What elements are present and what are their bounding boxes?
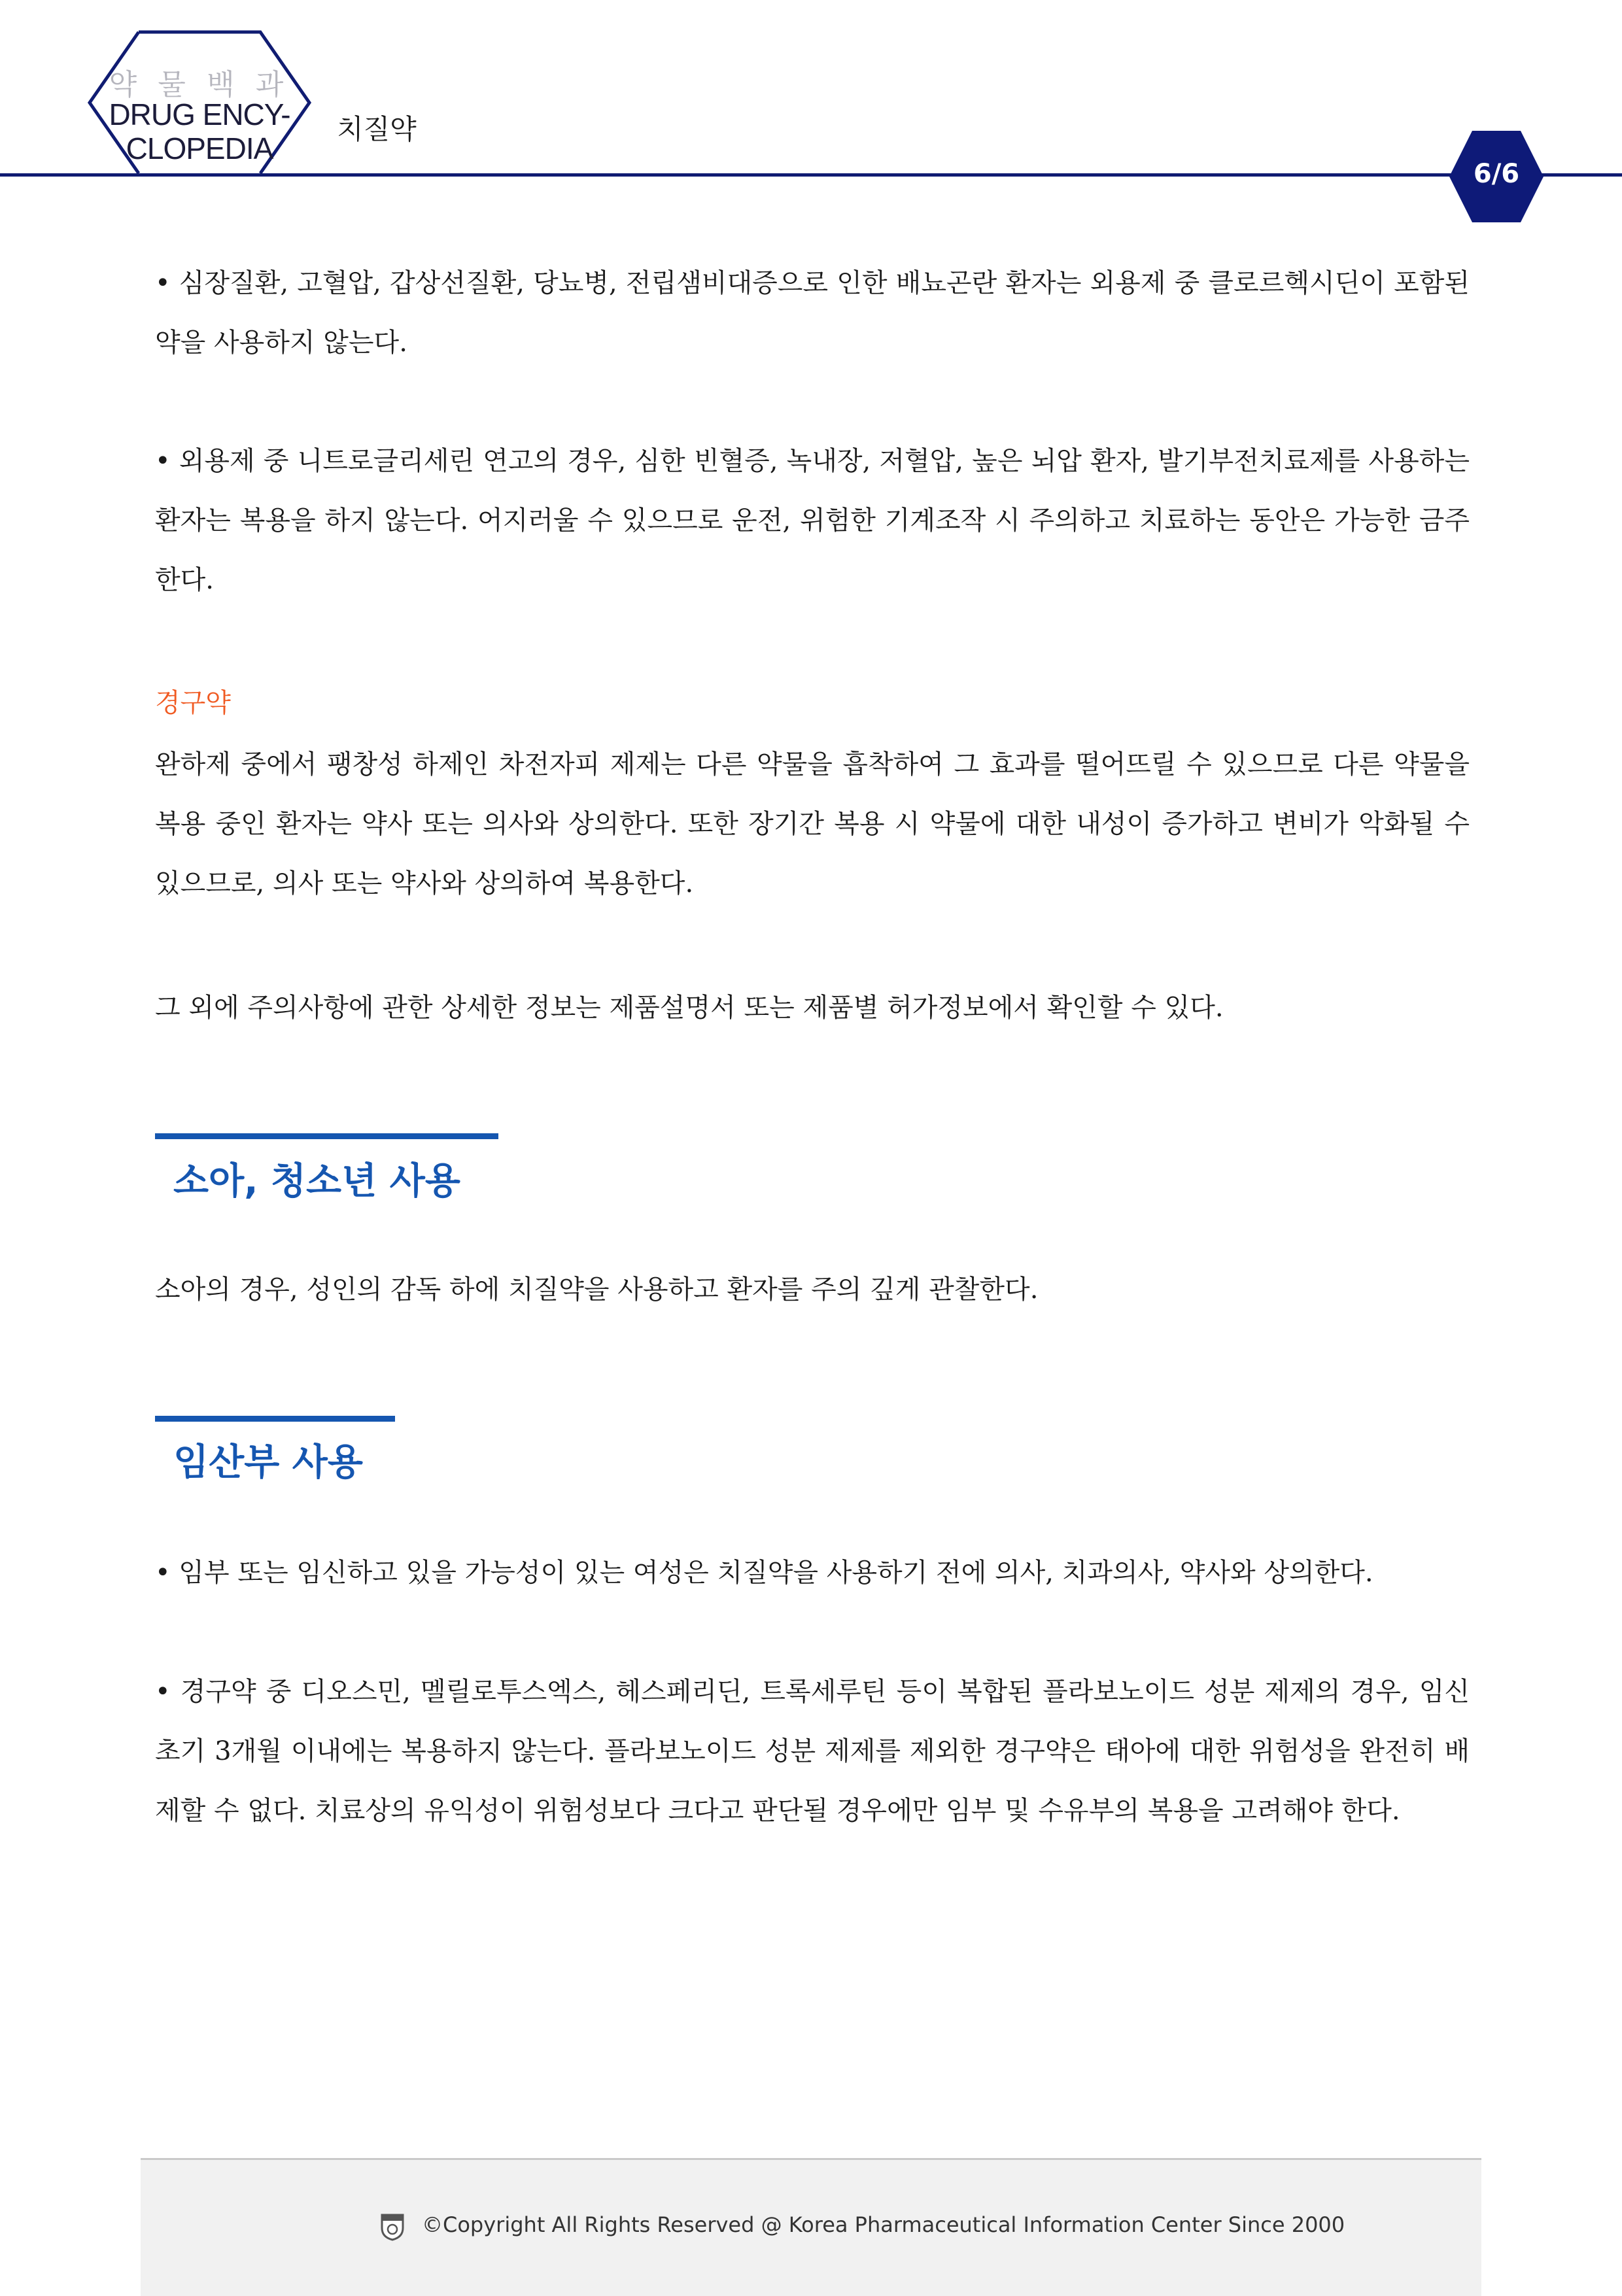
footer — [141, 2158, 1481, 2296]
paragraph-pregnancy-consult: • 임부 또는 임신하고 있을 가능성이 있는 여성은 치질약을 사용하기 전에 의사, 치과의사, 약사와 상의한다. — [155, 1558, 1373, 1588]
copyright-text: ©Copyright All Rights Reserved @ Korea Pharmaceutical Information Center Since 2000 — [422, 2212, 1345, 2237]
paragraph-flavonoid-warning: • 경구약 중 디오스민, 멜릴로투스엑스, 헤스페리딘, 트록세루틴 등이 복합된 플라보노이드 성분 제제의 경우, 임신 초기 3개월 이내에는 복용하지 않는다. 플라보노이드 성분 제제를 제외한 경구약은 태아에 대한 위험성을 완전히 배제할 수 없다. 치료상의 유익성이 위험성보다 크다고 판단될 경우에만 임부 및 수유부의 복용을 고려해야 한다. — [155, 1677, 1470, 1826]
paragraph-more-info: 그 외에 주의사항에 관한 상세한 정보는 제품설명서 또는 제품별 허가정보에서 확인할 수 있다. — [155, 993, 1224, 1023]
page-number-badge — [1447, 129, 1545, 224]
page-indicator: 6/6 — [1473, 159, 1520, 189]
section-heading-children: 소아, 청소년 사용 — [173, 1160, 460, 1203]
logo-english-line1: DRUG ENCY- — [109, 97, 290, 131]
logo-english-line2: CLOPEDIA — [126, 131, 273, 165]
logo-korean-text: 약 물 백 과 — [109, 69, 290, 101]
header-divider — [0, 173, 1622, 177]
paragraph-nitroglycerin-warning: • 외용제 중 니트로글리세린 연고의 경우, 심한 빈혈증, 녹내장, 저혈압, 높은 뇌압 환자, 발기부전치료제를 사용하는 환자는 복용을 하지 않는다. 어지러울 수 있으므로 운전, 위험한 기계조작 시 주의하고 치료하는 동안은 가능한 금주한다. — [155, 446, 1470, 595]
page-title: 치질약 — [337, 113, 417, 145]
paragraph-children-use: 소아의 경우, 성인의 감독 하에 치질약을 사용하고 환자를 주의 깊게 관찰한다. — [155, 1275, 1039, 1305]
subheading-oral-medicine: 경구약 — [155, 688, 231, 718]
paragraph-laxative-warning: 완하제 중에서 팽창성 하제인 차전자피 제제는 다른 약물을 흡착하여 그 효과를 떨어뜨릴 수 있으므로 다른 약물을 복용 중인 환자는 약사 또는 의사와 상의한다. 또한 장기간 복용 시 약물에 대한 내성이 증가하고 변비가 악화될 수 있으므로, 의사 또는 약사와 상의하여 복용한다. — [155, 749, 1470, 899]
section-heading-pregnancy: 임산부 사용 — [173, 1441, 363, 1484]
section-underline-bar — [155, 1416, 395, 1422]
emblem-icon — [379, 2212, 406, 2241]
logo — [85, 29, 314, 177]
section-underline-bar — [155, 1133, 498, 1139]
paragraph-chlorhexidine-warning: • 심장질환, 고혈압, 갑상선질환, 당뇨병, 전립샘비대증으로 인한 배뇨곤란 환자는 외용제 중 클로르헥시딘이 포함된 약을 사용하지 않는다. — [155, 268, 1470, 358]
